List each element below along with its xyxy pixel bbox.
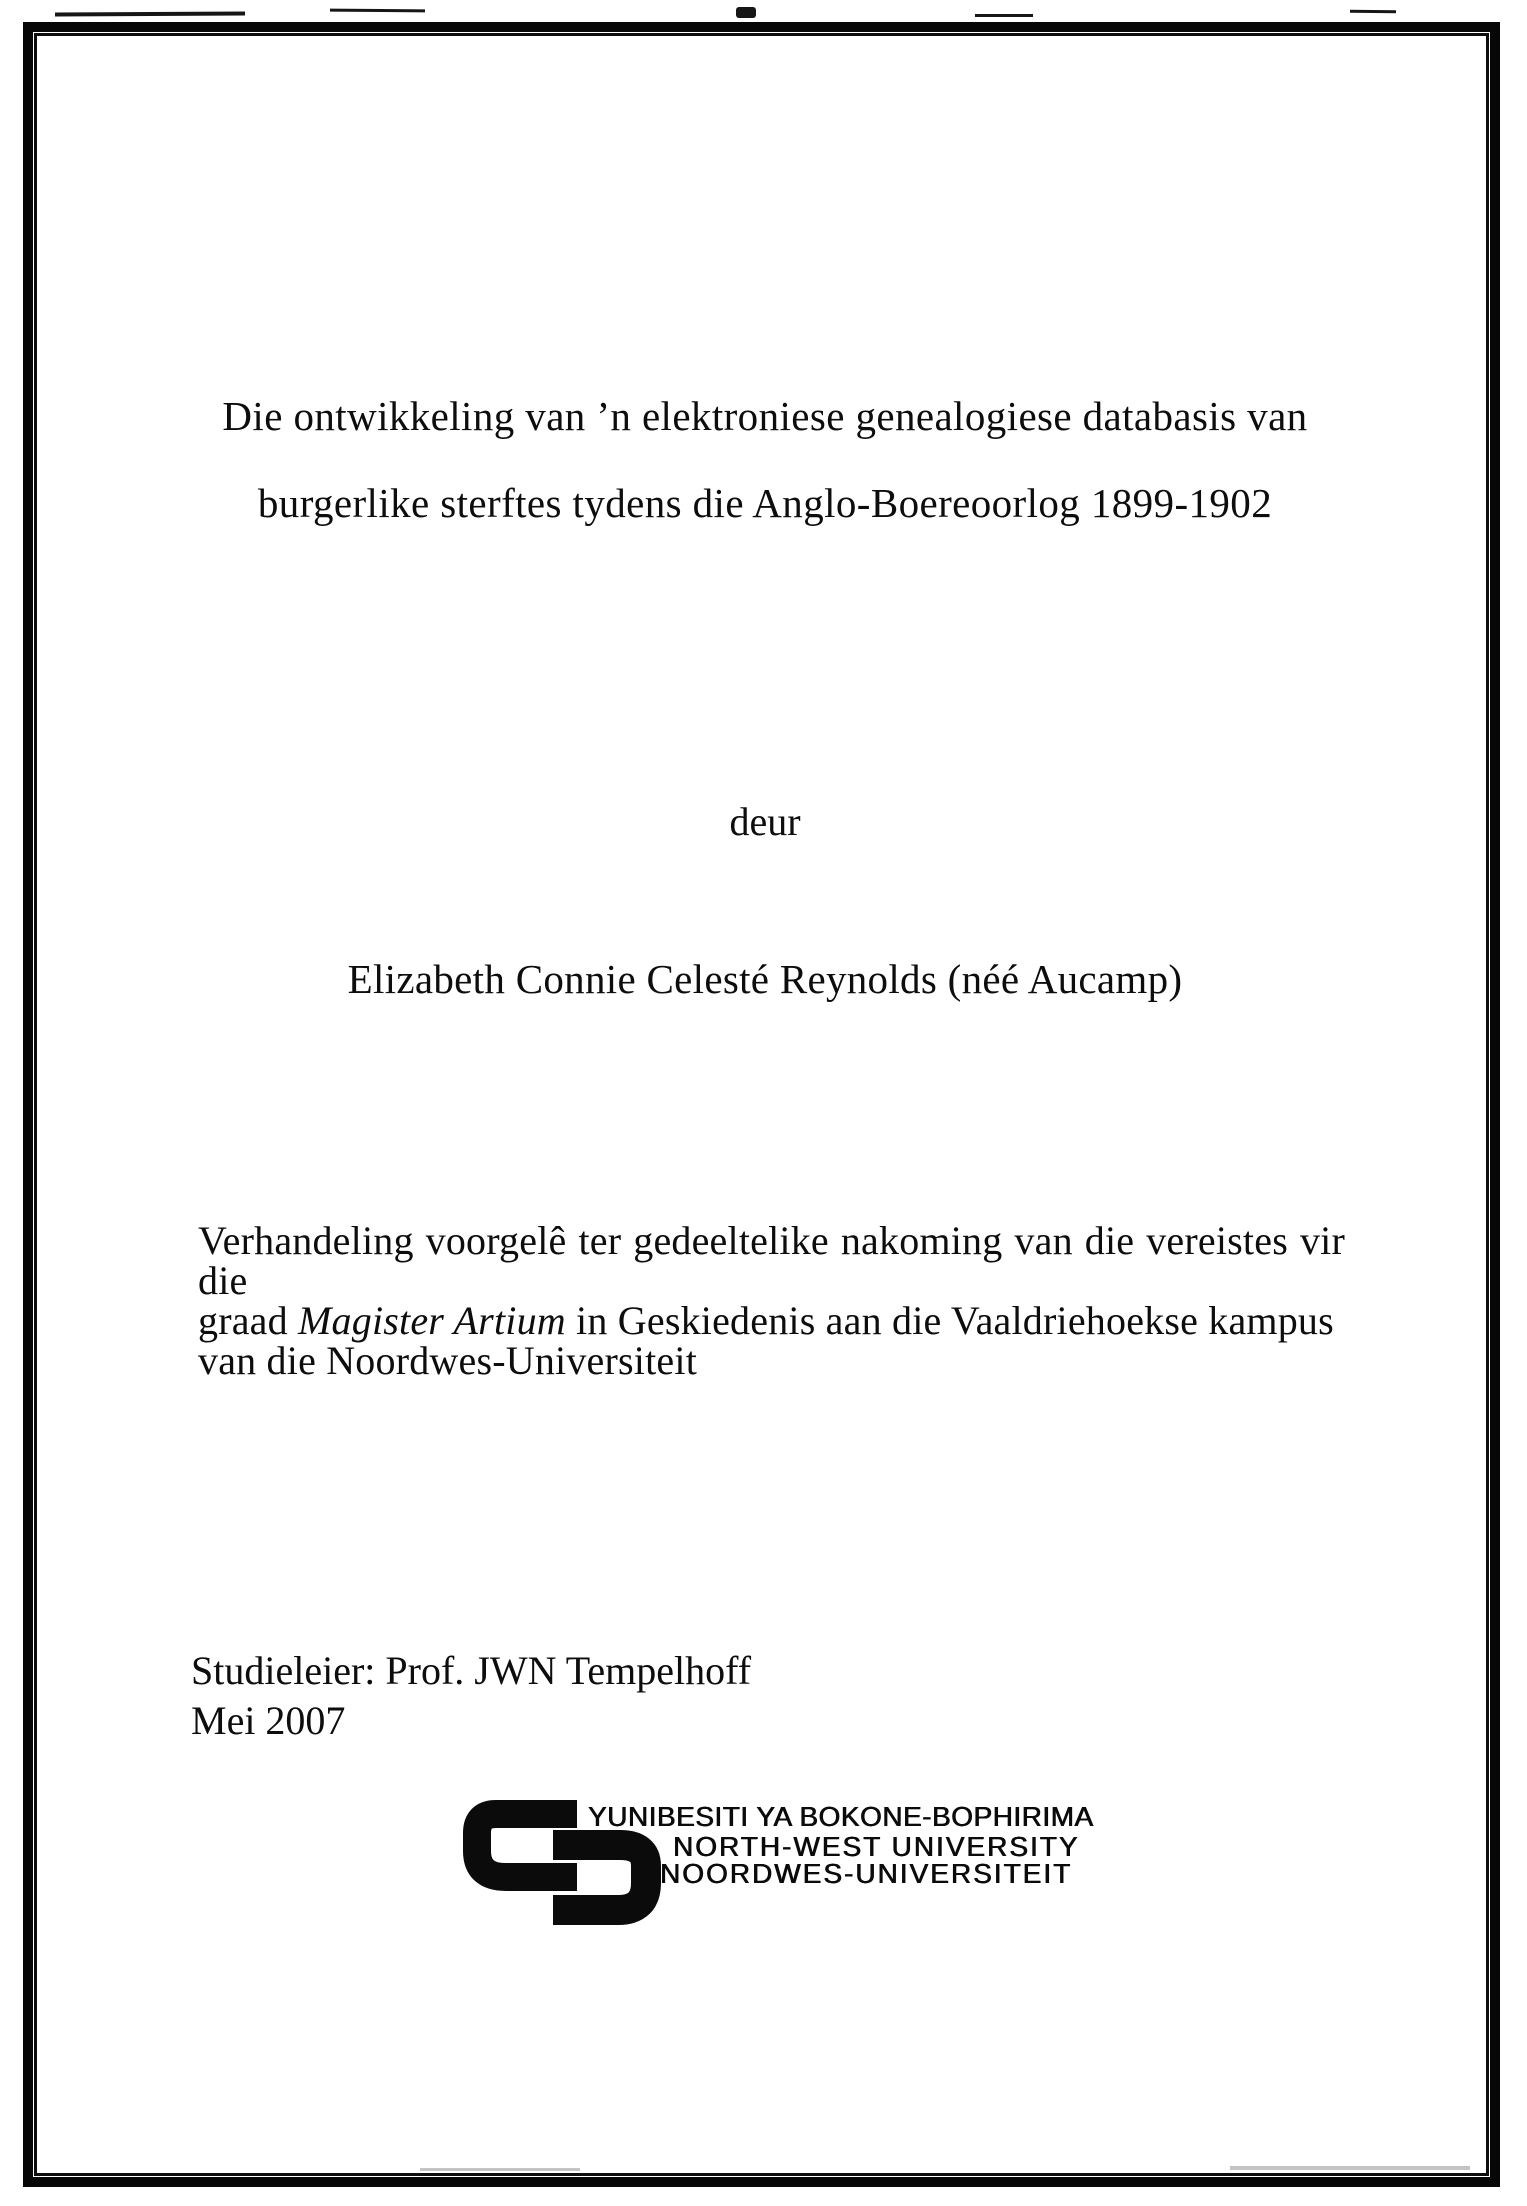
degree-statement-line-2	[198, 1298, 1345, 1343]
degree-statement-line-1: Verhandeling voorgelê ter gedeeltelike nakoming van die vereistes vir die	[198, 1218, 1345, 1303]
thesis-title-line-1: Die ontwikkeling van ’n elektroniese genealogiese databasis van	[222, 393, 1308, 439]
thesis-title-line-2: burgerlike sterftes tydens die Anglo-Boereoorlog 1899-1902	[257, 480, 1273, 526]
byline-label: deur	[729, 799, 801, 844]
degree-statement-line-2-suffix: in Geskiedenis aan die Vaaldriehoekse kampus	[565, 1298, 1334, 1343]
author-name: Elizabeth Connie Celesté Reynolds (néé Aucamp)	[347, 956, 1183, 1002]
logo-text-afrikaans: NOORDWES-UNIVERSITEIT	[660, 1858, 1073, 1889]
supervisor-block	[191, 1646, 1091, 1746]
date-line: Mei 2007	[191, 1698, 346, 1743]
scan-artifact	[736, 7, 756, 18]
degree-statement	[198, 1218, 1345, 1383]
degree-statement-line-3: van die Noordwes-Universiteit	[198, 1338, 698, 1383]
scan-artifact	[330, 9, 425, 13]
scan-artifact	[55, 12, 245, 17]
logo-text-setswana: YUNIBESITI YA BOKONE-BOPHIRIMA	[588, 1801, 1094, 1832]
degree-statement-line-2-prefix: graad	[198, 1298, 299, 1343]
thesis-title	[190, 373, 1340, 547]
logo-text-english: NORTH-WEST UNIVERSITY	[673, 1831, 1080, 1862]
scan-artifact	[975, 14, 1033, 17]
supervisor-line: Studieleier: Prof. JWN Tempelhoff	[191, 1648, 752, 1693]
degree-statement-degree-name: Magister Artium	[298, 1298, 566, 1343]
scan-artifact	[1350, 10, 1396, 13]
